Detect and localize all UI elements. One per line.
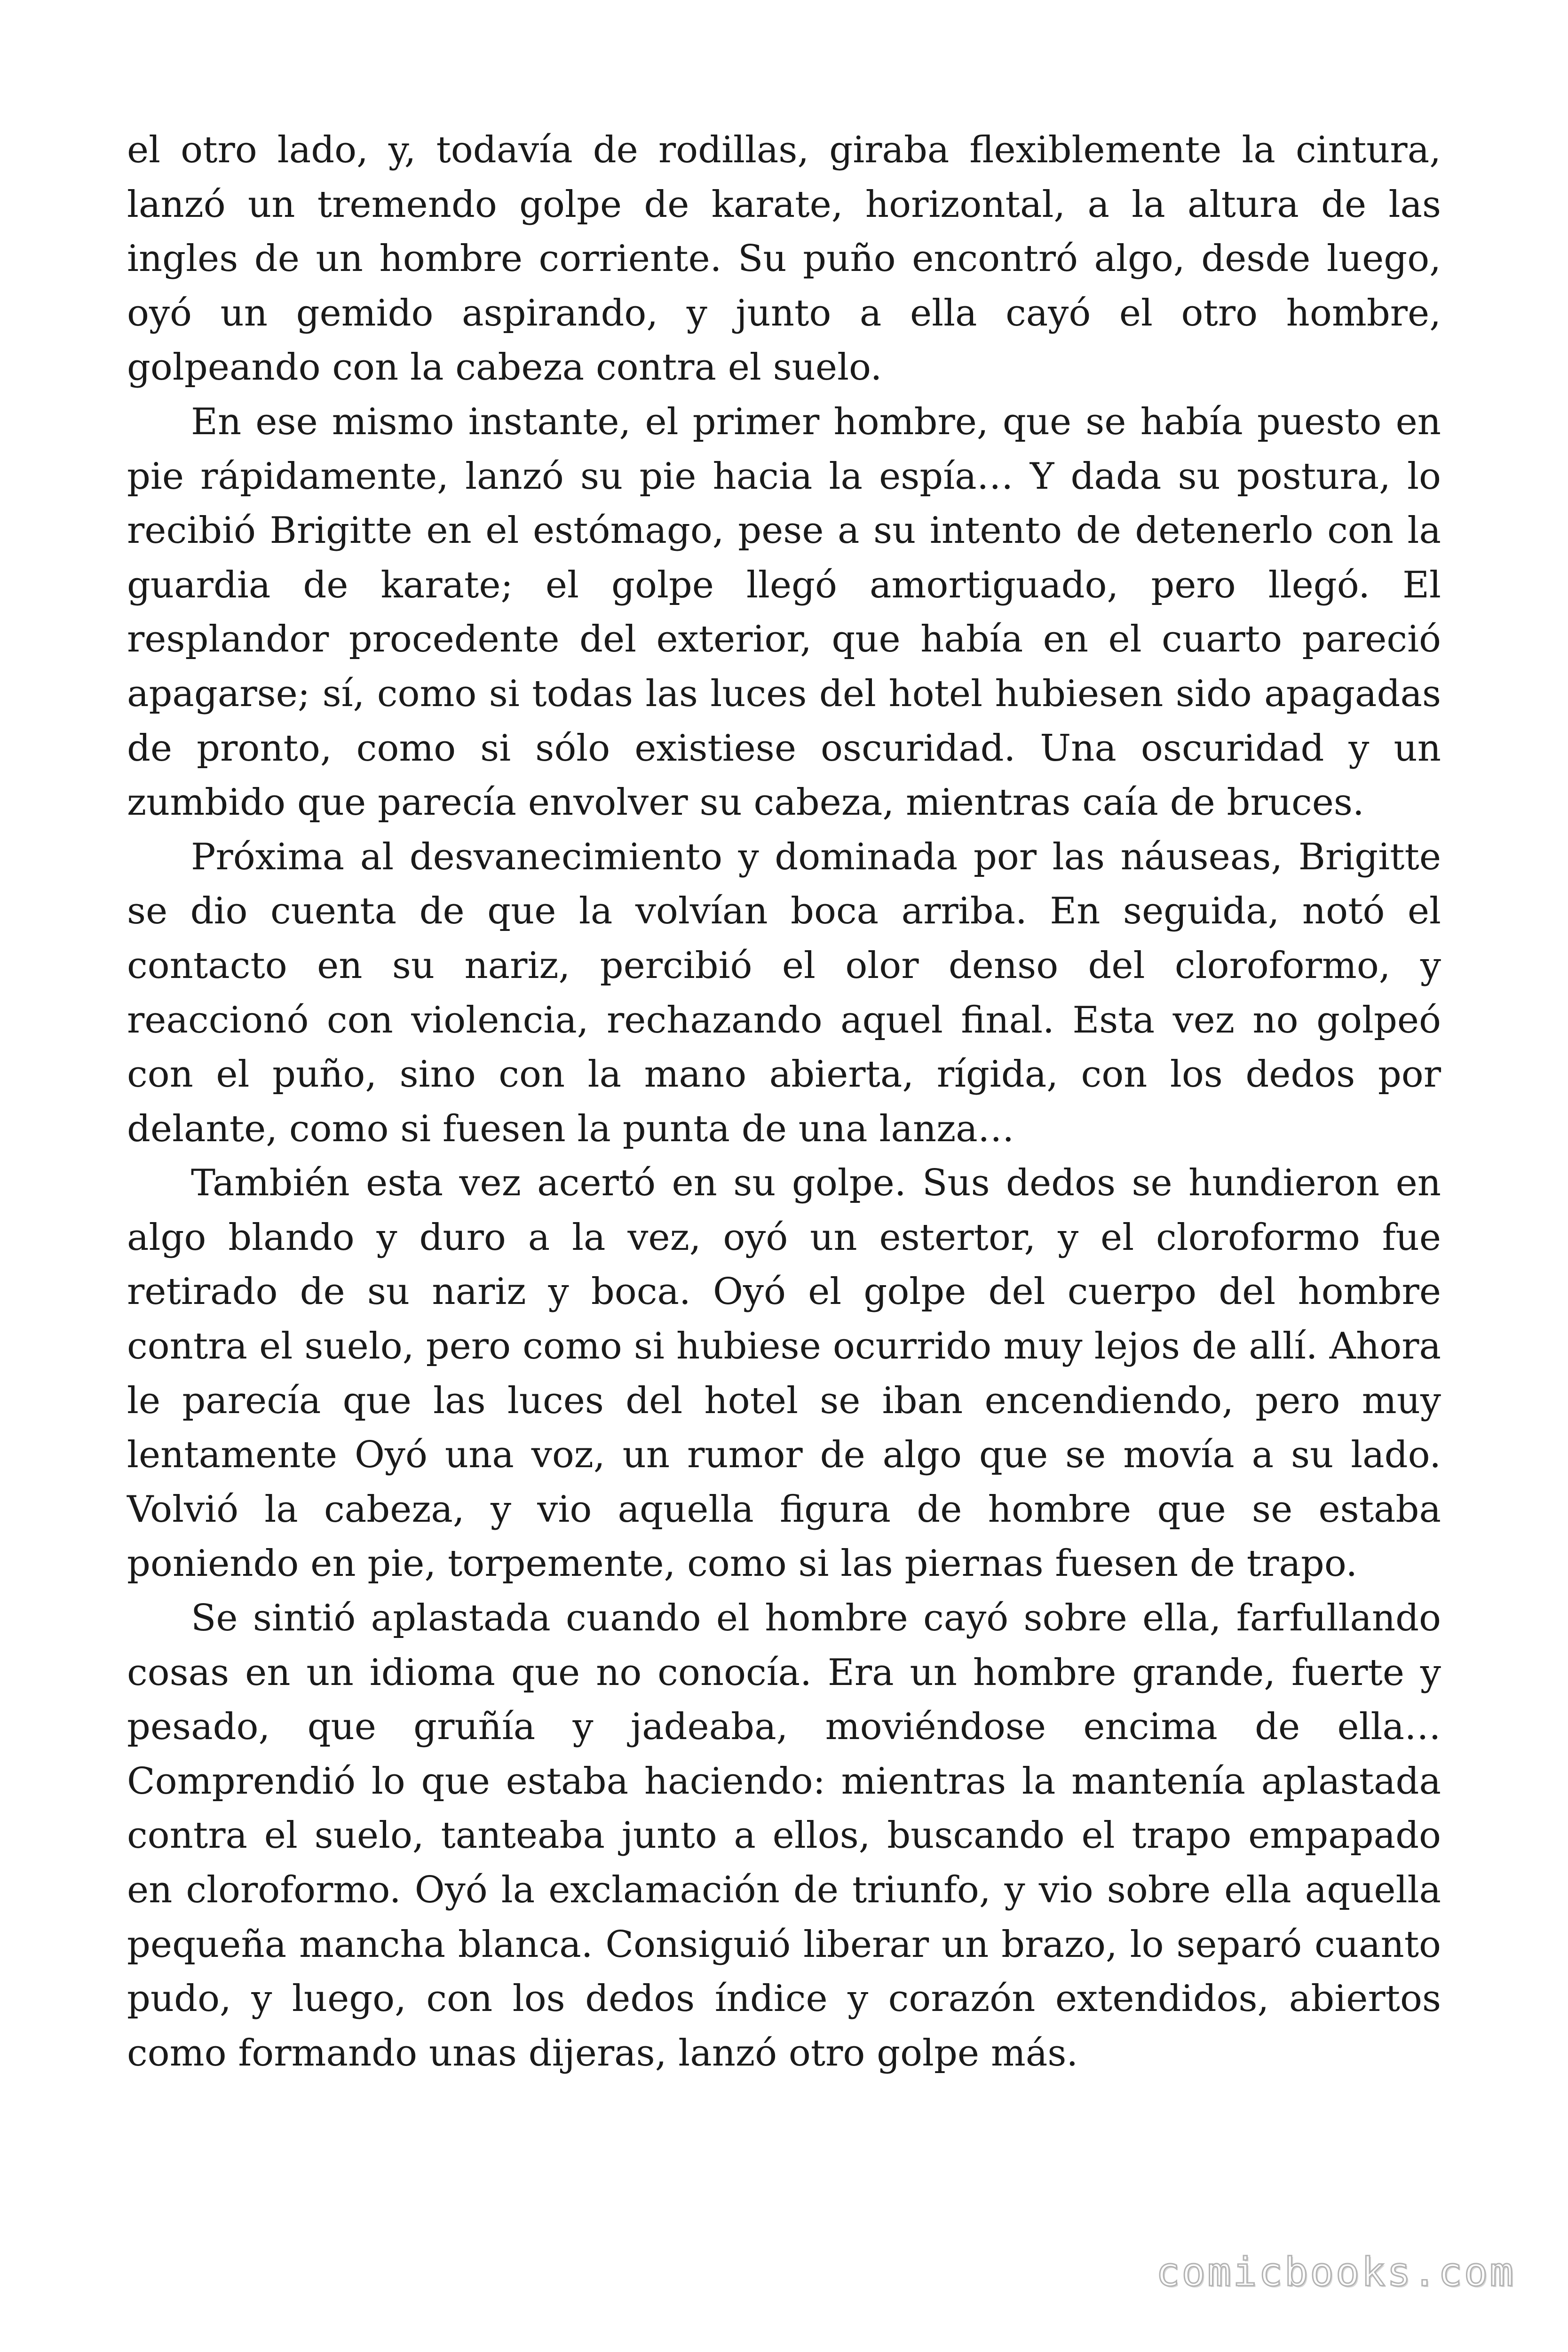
paragraph-4: También esta vez acertó en su golpe. Sus dedos se hundieron en algo blando y duro a la vez, oyó un estertor, y el cloroformo fue retirado de su nariz y boca. Oyó el golpe del cuerpo del hombre contra el suelo, pero como si hubiese ocurrido muy lejos de allí. Ahora le parecía que las luces del hotel se iban encendiendo, pero muy lentamente Oyó una voz, un rumor de algo que se movía a su lado. Volvió la cabeza, y vio aquella figura de hombre que se estaba poniendo en pie, torpemente, como si las piernas fuesen de trapo. [127,1162,1441,1585]
paragraph-1: el otro lado, y, todavía de rodillas, giraba flexiblemente la cintura, lanzó un tremendo golpe de karate, horizontal, a la altura de las ingles de un hombre corriente. Su puño encontró algo, desde luego, oyó un gemido aspirando, y junto a ella cayó el otro hombre, golpeando con la cabeza contra el suelo. [127,129,1441,389]
paragraph-2: En ese mismo instante, el primer hombre, que se había puesto en pie rápidamente, lanzó su pie hacia la espía… Y dada su postura, lo recibió Brigitte en el estómago, pese a su intento de detenerlo con la guardia de karate; el golpe llegó amortiguado, pero llegó. El resplandor procedente del exterior, que había en el cuarto pareció apagarse; sí, como si todas las luces del hotel hubiesen sido apagadas de pronto, como si sólo existiese oscuridad. Una oscuridad y un zumbido que parecía envolver su cabeza, mientras caía de bruces. [127,400,1441,824]
book-page-text [127,123,1441,2081]
paragraph-3: Próxima al desvanecimiento y dominada por las náuseas, Brigitte se dio cuenta de que la volvían boca arriba. En seguida, notó el contacto en su nariz, percibió el olor denso del cloroformo, y reaccionó con violencia, rechazando aquel final. Esta vez no golpeó con el puño, sino con la mano abierta, rígida, con los dedos por delante, como si fuesen la punta de una lanza… [127,835,1441,1150]
paragraph-5: Se sintió aplastada cuando el hombre cayó sobre ella, farfullando cosas en un idioma que no conocía. Era un hombre grande, fuerte y pesado, que gruñía y jadeaba, moviéndose encima de ella… Comprendió lo que estaba haciendo: mientras la mantenía aplastada contra el suelo, tanteaba junto a ellos, buscando el trapo empapado en cloroformo. Oyó la exclamación de triunfo, y vio sobre ella aquella pequeña mancha blanca. Consiguió liberar un brazo, lo separó cuanto pudo, y luego, con los dedos índice y corazón extendidos, abiertos como formando unas dijeras, lanzó otro golpe más. [127,1597,1441,2074]
watermark-logo: comicbooks.com [1156,2249,1515,2295]
